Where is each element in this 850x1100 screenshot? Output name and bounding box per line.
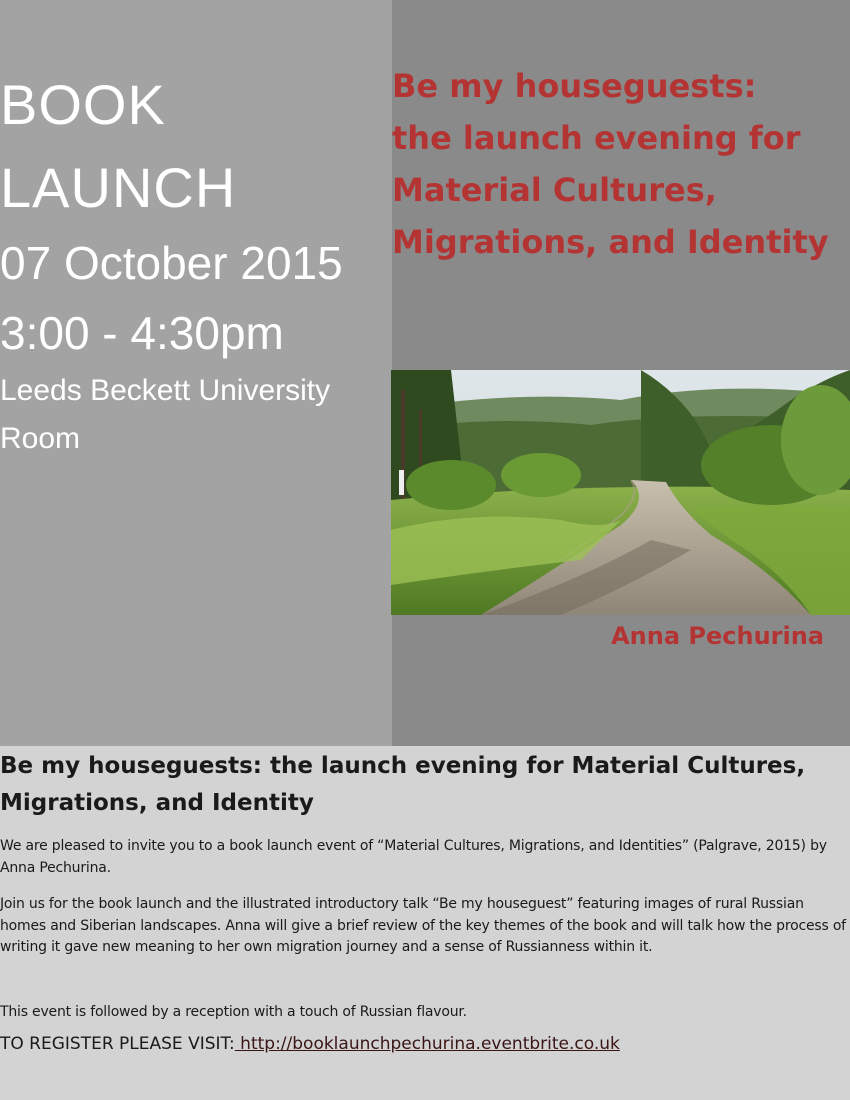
details-paragraph-3: This event is followed by a reception with a touch of Russian flavour. — [0, 1004, 467, 1020]
event-venue: Leeds Beckett University — [0, 374, 331, 407]
launch-heading: LAUNCH — [0, 156, 237, 219]
register-label: TO REGISTER PLEASE VISIT: — [0, 1034, 235, 1054]
book-heading: BOOK — [0, 73, 166, 136]
register-line — [0, 1034, 620, 1054]
landscape-road-photo — [391, 370, 850, 615]
details-paragraph-2: Join us for the book launch and the illustrated introductory talk “Be my houseguest” featuring images of rural Russian homes and Siberian landscapes. Anna will give a brief review of the key themes of the book and will talk how the process of writing it gave new meaning to her own migration journey and a sense of Russianness within it. — [0, 896, 846, 955]
event-date: 07 October 2015 — [0, 237, 343, 289]
event-headline — [392, 60, 842, 268]
headline-line-1: Be my houseguests: — [392, 67, 757, 105]
register-link[interactable]: http://booklaunchpechurina.eventbrite.co.uk — [234, 1034, 620, 1054]
author-name: Anna Pechurina — [611, 622, 824, 650]
headline-line-4: Migrations, and Identity — [392, 223, 829, 261]
event-room: Room — [0, 422, 81, 455]
details-title: Be my houseguests: the launch evening for Material Cultures, Migrations, and Identity — [0, 753, 806, 816]
details-paragraph-1: We are pleased to invite you to a book launch event of “Material Cultures, Migrations, and Identities” (Palgrave, 2015) by Anna Pechurina. — [0, 838, 827, 876]
headline-line-3: Material Cultures, — [392, 171, 717, 209]
event-time: 3:00 - 4:30pm — [0, 307, 284, 359]
headline-line-2: the launch evening for — [392, 119, 801, 157]
